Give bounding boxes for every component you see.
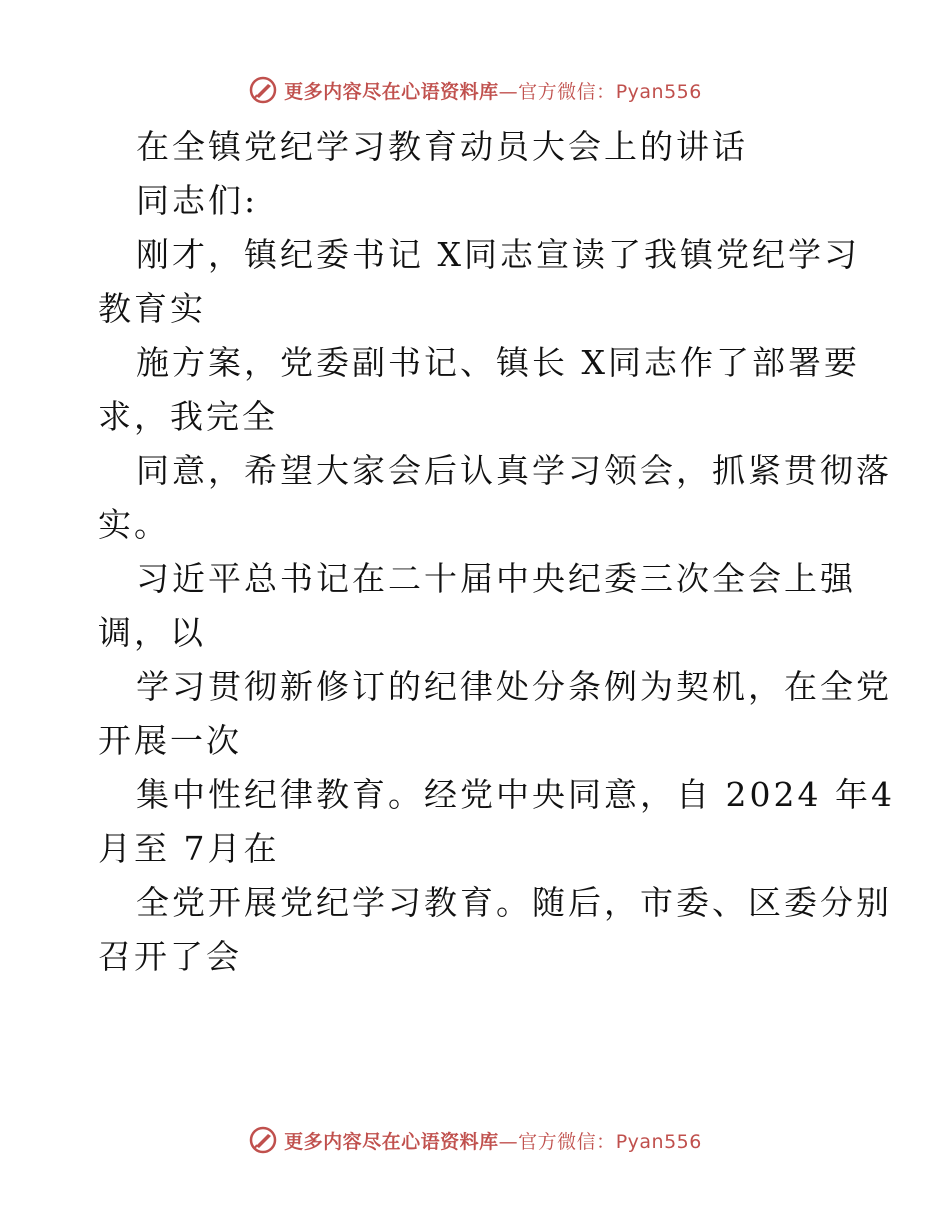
footer-watermark (0, 1122, 950, 1158)
doc-line: 教育实 (98, 289, 206, 328)
doc-salutation: 同志们: (136, 181, 259, 220)
document-body (98, 120, 895, 984)
doc-line: 同意，希望大家会后认真学习领会，抓紧贯彻落 (136, 451, 892, 490)
doc-title: 在全镇党纪学习教育动员大会上的讲话 (136, 127, 748, 166)
doc-line: 习近平总书记在二十届中央纪委三次全会上强 (136, 559, 856, 598)
doc-line: 月至 7月在 (98, 829, 280, 868)
doc-line: 实。 (98, 505, 170, 544)
doc-line: 学习贯彻新修订的纪律处分条例为契机，在全党 (136, 667, 892, 706)
watermark-text: 更多内容尽在心语资料库—官方微信：Pyan556 (284, 80, 702, 103)
watermark-text: 更多内容尽在心语资料库—官方微信：Pyan556 (284, 1130, 702, 1153)
doc-line: 刚才，镇纪委书记 X同志宣读了我镇党纪学习 (136, 235, 860, 274)
quill-logo-icon (248, 1125, 278, 1155)
doc-line: 求，我完全 (98, 397, 278, 436)
doc-line: 调，以 (98, 613, 206, 652)
quill-logo-icon (248, 75, 278, 105)
doc-line: 集中性纪律教育。经党中央同意，自 2024 年4 (136, 775, 895, 814)
doc-line: 全党开展党纪学习教育。随后，市委、区委分别 (136, 883, 892, 922)
doc-line: 开展一次 (98, 721, 242, 760)
doc-line: 召开了会 (98, 937, 242, 976)
doc-line: 施方案，党委副书记、镇长 X同志作了部署要 (136, 343, 860, 382)
header-watermark (0, 72, 950, 108)
